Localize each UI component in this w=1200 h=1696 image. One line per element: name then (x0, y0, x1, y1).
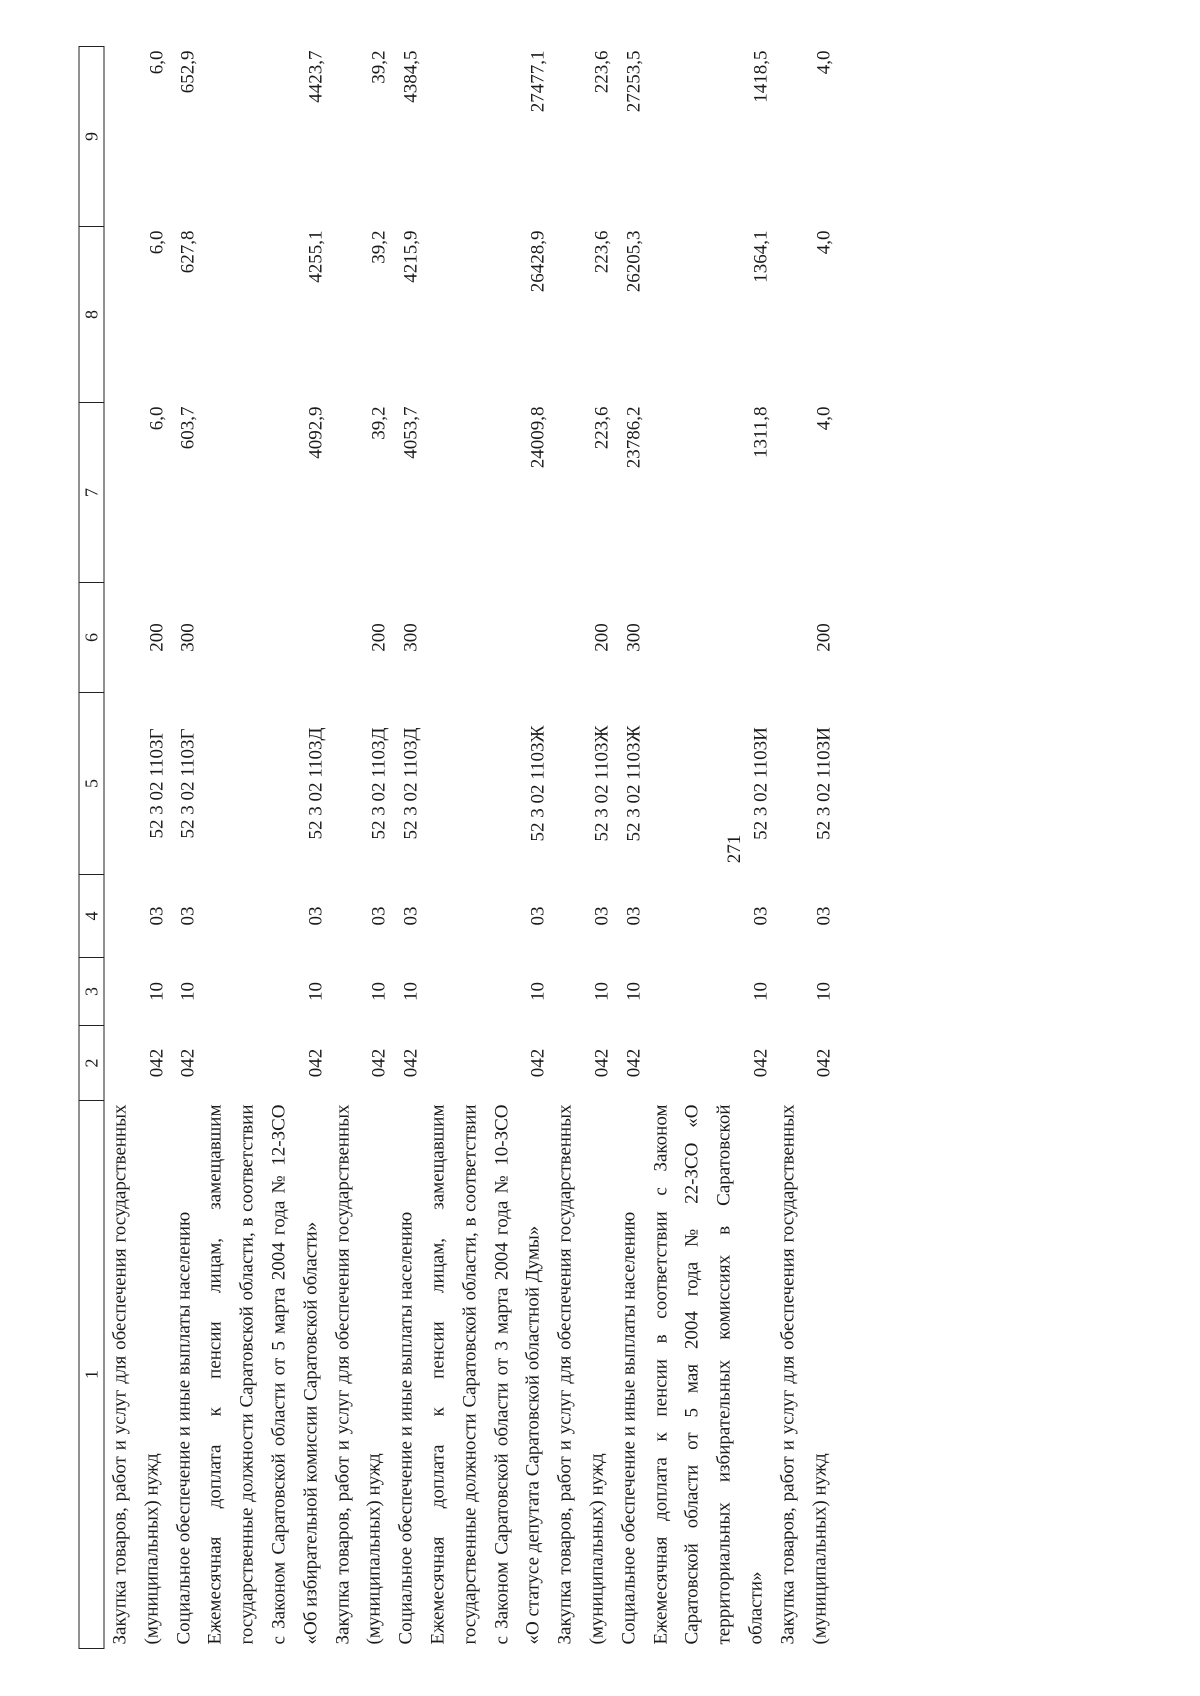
expense-type-code: 200 (368, 623, 390, 652)
amount-col7: 223,6 (591, 406, 613, 450)
target-article-code: 52 3 02 1103Д (400, 727, 422, 840)
table-row (168, 47, 200, 1649)
chapter-code: 042 (400, 1048, 422, 1078)
row-name: Ежемесячная доплата к пенсии в соответствии с Законом Саратовской области от 5 мая 2004 года № 22-ЗСО «О территориальных избирательных комиссиях в Саратовской области» (650, 1104, 767, 1645)
page-number: 271 (724, 834, 745, 864)
expense-type-code (200, 583, 327, 693)
target-article-code: 52 3 02 1103Г (177, 728, 199, 839)
amount-col9: 1418,5 (750, 50, 772, 103)
amount-col9: 39,2 (368, 50, 390, 84)
target-article-code: 52 3 02 1103Г (146, 728, 168, 839)
expense-type-code: 200 (146, 623, 168, 652)
subsection-code: 03 (305, 906, 327, 926)
subsection-code: 03 (177, 906, 199, 926)
rotated-table-sheet (79, 47, 1122, 1649)
section-code: 10 (623, 982, 645, 1001)
table-row (613, 47, 645, 1649)
table-row (772, 47, 836, 1649)
header-cell: 1 (79, 1101, 104, 1649)
chapter-code: 042 (177, 1048, 199, 1078)
header-cell: 8 (79, 227, 104, 403)
row-name: Закупка товаров, работ и услуг для обеспечения государственных (муниципальных) нужд (109, 1104, 163, 1645)
section-code: 10 (813, 982, 835, 1001)
subsection-code: 03 (368, 906, 390, 926)
amount-col8: 1364,1 (750, 230, 772, 283)
amount-col7: 23786,2 (623, 406, 645, 469)
target-article-code: 52 3 02 1103И (813, 727, 835, 840)
amount-col7: 4092,9 (305, 406, 327, 459)
subsection-code: 03 (750, 906, 772, 926)
amount-col9: 4,0 (813, 50, 835, 75)
header-cell: 2 (79, 1026, 104, 1101)
chapter-code: 042 (623, 1048, 645, 1078)
amount-col8: 4,0 (813, 230, 835, 255)
header-cell: 6 (79, 583, 104, 693)
amount-col7: 4,0 (813, 406, 835, 431)
amount-col8: 627,8 (177, 230, 199, 274)
amount-col7: 6,0 (146, 406, 168, 431)
target-article-code: 52 3 02 1103Ж (623, 725, 645, 842)
chapter-code: 042 (527, 1048, 549, 1078)
section-code: 10 (400, 982, 422, 1001)
amount-col7: 24009,8 (527, 406, 549, 469)
target-article-code: 52 3 02 1103Д (368, 727, 390, 840)
amount-col7: 39,2 (368, 406, 390, 440)
target-article-code: 52 3 02 1103Д (305, 727, 327, 840)
row-name: Ежемесячная доплата к пенсии лицам, замещавшим государственные должности Саратовской области, в соответствии с Законом Саратовской области от 3 марта 2004 года № 10-ЗСО «О статусе депутата Саратовской областной Думы» (427, 1104, 544, 1645)
section-code: 10 (305, 982, 327, 1001)
section-code: 10 (750, 982, 772, 1001)
header-cell: 5 (79, 693, 104, 875)
table-row (391, 47, 423, 1649)
table-row (104, 47, 168, 1649)
chapter-code: 042 (591, 1048, 613, 1078)
table-row (422, 47, 549, 1649)
chapter-code: 042 (368, 1048, 390, 1078)
row-name: Социальное обеспечение и иные выплаты населению (618, 1211, 640, 1645)
amount-col7: 603,7 (177, 406, 199, 450)
subsection-code: 03 (623, 906, 645, 926)
amount-col8: 26205,3 (623, 230, 645, 293)
header-cell: 7 (79, 403, 104, 583)
target-article-code: 52 3 02 1103Ж (591, 725, 613, 842)
expense-type-code: 300 (400, 623, 422, 652)
subsection-code: 03 (813, 906, 835, 926)
amount-col9: 27253,5 (623, 50, 645, 113)
table-header-row (79, 47, 104, 1649)
section-code: 10 (368, 982, 390, 1001)
amount-col9: 652,9 (177, 50, 199, 94)
expense-type-code: 200 (591, 623, 613, 652)
row-name: Социальное обеспечение и иные выплаты населению (173, 1211, 195, 1645)
table-row (327, 47, 391, 1649)
expense-type-code: 200 (813, 623, 835, 652)
amount-col9: 27477,1 (527, 50, 549, 113)
amount-col9: 4423,7 (305, 50, 327, 103)
row-name: Закупка товаров, работ и услуг для обеспечения государственных (муниципальных) нужд (777, 1104, 831, 1645)
table-row (200, 47, 327, 1649)
section-code: 10 (177, 982, 199, 1001)
expense-type-code: 300 (177, 623, 199, 652)
amount-col9: 6,0 (146, 50, 168, 75)
amount-col9: 4384,5 (400, 50, 422, 103)
amount-col7: 4053,7 (400, 406, 422, 459)
amount-col8: 6,0 (146, 230, 168, 255)
budget-table (79, 46, 836, 1649)
expense-type-code (645, 583, 772, 693)
amount-col7: 1311,8 (750, 406, 772, 459)
subsection-code: 03 (400, 906, 422, 926)
amount-col8: 223,6 (591, 230, 613, 274)
amount-col8: 26428,9 (527, 230, 549, 293)
target-article-code: 52 3 02 1103Ж (527, 725, 549, 842)
row-name: Закупка товаров, работ и услуг для обеспечения государственных (муниципальных) нужд (554, 1104, 608, 1645)
expense-type-code: 300 (623, 623, 645, 652)
amount-col8: 4255,1 (305, 230, 327, 283)
amount-col8: 39,2 (368, 230, 390, 264)
section-code: 10 (591, 982, 613, 1001)
subsection-code: 03 (527, 906, 549, 926)
chapter-code: 042 (305, 1048, 327, 1078)
row-name: Ежемесячная доплата к пенсии лицам, замещавшим государственные должности Саратовской области, в соответствии с Законом Саратовской области от 5 марта 2004 года № 12-ЗСО «Об избирательной комиссии Саратовской области» (204, 1104, 322, 1645)
row-name: Закупка товаров, работ и услуг для обеспечения государственных (муниципальных) нужд (332, 1104, 385, 1645)
section-code: 10 (146, 982, 168, 1001)
chapter-code: 042 (813, 1048, 835, 1078)
subsection-code: 03 (591, 906, 613, 926)
header-cell: 9 (79, 47, 104, 227)
section-code: 10 (527, 982, 549, 1001)
table-row (550, 47, 614, 1649)
subsection-code: 03 (146, 906, 168, 926)
chapter-code: 042 (146, 1048, 168, 1078)
amount-col9: 223,6 (591, 50, 613, 94)
header-cell: 3 (79, 958, 104, 1026)
target-article-code: 52 3 02 1103И (750, 727, 772, 840)
table-row (645, 47, 772, 1649)
chapter-code: 042 (750, 1048, 772, 1078)
expense-type-code (422, 583, 549, 693)
header-cell: 4 (79, 875, 104, 958)
amount-col8: 4215,9 (400, 230, 422, 283)
row-name: Социальное обеспечение и иные выплаты населению (395, 1211, 417, 1645)
